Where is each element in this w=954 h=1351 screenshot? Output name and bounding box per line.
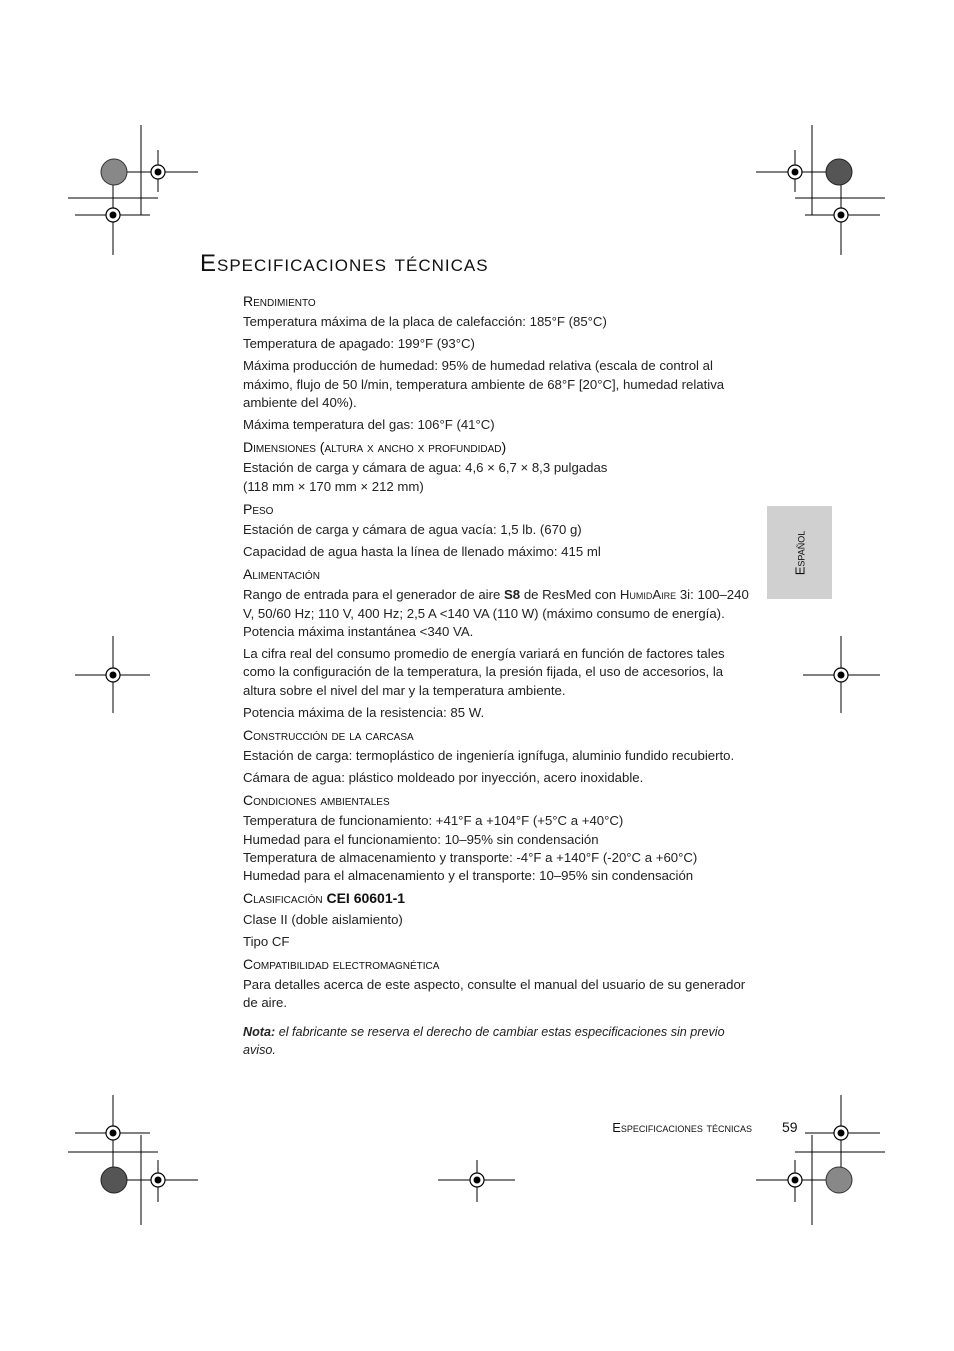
- lead-rest: : 100–240 V, 50/60 Hz; 110 V, 400 Hz; 2,5 A <140 VA (110 W) (máximo consumo de energía). Potencia máxima instantánea <340 VA.: [243, 587, 749, 639]
- section-heading: Compatibilidad electromagnética: [243, 955, 440, 972]
- spec-line: Capacidad de agua hasta la línea de llenado máximo: 415 ml: [243, 543, 601, 559]
- spec-line: Para detalles acerca de este aspecto, consulte el manual del usuario de su generador de aire.: [243, 976, 746, 1011]
- product-name: HumidAire: [619, 587, 677, 603]
- spec-line: Temperatura de apagado: 199°F (93°C): [243, 336, 475, 352]
- spec-line: (118 mm × 170 mm × 212 mm): [243, 478, 424, 494]
- footer-section-title: Especificaciones técnicas: [612, 1120, 752, 1135]
- section-heading: Construcción de la carcasa: [243, 726, 414, 743]
- lead-prefix: Rango de entrada para el generador de aire: [243, 587, 505, 603]
- spec-line: Estación de carga y cámara de agua vacía: 1,5 lb. (670 g): [243, 521, 582, 537]
- section-heading: Rendimiento: [243, 293, 316, 309]
- spec-line: Clase II (doble aislamiento): [243, 911, 403, 927]
- section-compatibilidad: [243, 955, 753, 1013]
- spec-content: [243, 292, 753, 1060]
- note-text: el fabricante se reserva el derecho de cambiar estas especificaciones sin previo aviso.: [243, 1024, 725, 1058]
- section-condiciones: [243, 791, 753, 886]
- section-dimensiones: [243, 438, 753, 496]
- model-name: S8: [504, 587, 521, 603]
- spec-line: Cámara de agua: plástico moldeado por inyección, acero inoxidable.: [243, 769, 644, 785]
- section-heading: Peso: [243, 500, 274, 517]
- language-tab-label: Español: [792, 530, 807, 575]
- spec-line: Potencia máxima de la resistencia: 85 W.: [243, 704, 485, 720]
- spec-line: Temperatura de almacenamiento y transporte: -4°F a +140°F (-20°C a +60°C): [243, 849, 698, 865]
- spec-line: Temperatura de funcionamiento: +41°F a +104°F (+5°C a +40°C): [243, 813, 624, 829]
- spec-line: Humedad para el almacenamiento y el transporte: 10–95% sin condensación: [243, 868, 694, 884]
- page-title: Especificaciones técnicas: [200, 250, 489, 277]
- note-label: Nota:: [243, 1024, 276, 1039]
- section-heading: Dimensiones (altura x ancho x profundidad): [243, 438, 507, 455]
- spec-line: La cifra real del consumo promedio de energía variará en función de factores tales como la configuración de la temperatura, la presión fijada, el uso de accesorios, la altura sobre el nivel del mar y la temperatura ambiente.: [243, 645, 725, 698]
- section-heading: Condiciones ambientales: [243, 791, 390, 808]
- section-construccion: [243, 726, 753, 788]
- section-rendimiento: [243, 292, 753, 434]
- section-clasificacion: [243, 889, 753, 951]
- heading-standard: CEI 60601-1: [326, 890, 406, 907]
- spec-line: Estación de carga y cámara de agua: 4,6 × 6,7 × 8,3 pulgadas: [243, 460, 608, 476]
- section-heading: [243, 889, 753, 907]
- section-alimentacion: [243, 565, 753, 722]
- spec-line: Máxima temperatura del gas: 106°F (41°C): [243, 416, 495, 432]
- section-heading: Alimentación: [243, 565, 320, 582]
- spec-line: Máxima producción de humedad: 95% de humedad relativa (escala de control al máximo, flujo de 50 l/min, temperatura ambiente de 68°F [20°C], humedad relativa ambiente del 40%).: [243, 358, 725, 411]
- section-peso: [243, 500, 753, 562]
- spec-line: [243, 586, 753, 641]
- lead-mid: de ResMed con: [520, 587, 620, 603]
- product-suffix: 3i: [676, 587, 691, 603]
- page-number: 59: [782, 1119, 798, 1135]
- language-tab: [767, 506, 832, 599]
- spec-line: Humedad para el funcionamiento: 10–95% sin condensación: [243, 831, 599, 847]
- note: [243, 1023, 753, 1060]
- spec-line: Estación de carga: termoplástico de ingeniería ignífuga, aluminio fundido recubierto.: [243, 747, 735, 763]
- spec-line: Temperatura máxima de la placa de calefacción: 185°F (85°C): [243, 314, 607, 330]
- heading-text: Clasificación: [243, 890, 323, 907]
- spec-line: Tipo CF: [243, 933, 290, 949]
